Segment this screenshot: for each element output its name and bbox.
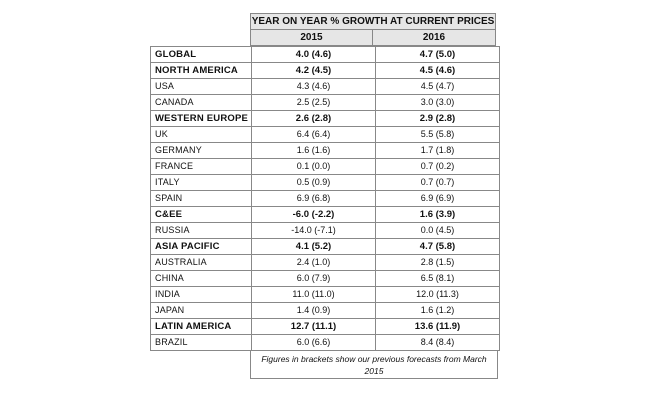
growth-2016-cell: 13.6 (11.9) xyxy=(376,319,500,335)
table-row xyxy=(151,287,500,303)
growth-table xyxy=(150,46,500,351)
region-name-cell: LATIN AMERICA xyxy=(151,319,252,335)
column-header-blank xyxy=(150,30,250,46)
table-row xyxy=(151,47,500,63)
growth-2015-cell: 0.5 (0.9) xyxy=(252,175,376,191)
region-name-cell: C&EE xyxy=(151,207,252,223)
growth-2016-cell: 0.7 (0.2) xyxy=(376,159,500,175)
region-name-cell: GLOBAL xyxy=(151,47,252,63)
region-name-cell: ASIA PACIFIC xyxy=(151,239,252,255)
growth-2015-cell: 11.0 (11.0) xyxy=(252,287,376,303)
region-name-cell: NORTH AMERICA xyxy=(151,63,252,79)
growth-2016-cell: 6.9 (6.9) xyxy=(376,191,500,207)
growth-2016-cell: 0.7 (0.7) xyxy=(376,175,500,191)
growth-2015-cell: 1.6 (1.6) xyxy=(252,143,376,159)
growth-2016-cell: 4.5 (4.7) xyxy=(376,79,500,95)
growth-2015-cell: 6.0 (7.9) xyxy=(252,271,376,287)
growth-2016-cell: 4.7 (5.8) xyxy=(376,239,500,255)
region-name-cell: USA xyxy=(151,79,252,95)
growth-2015-cell: 4.1 (5.2) xyxy=(252,239,376,255)
growth-2015-cell: 6.4 (6.4) xyxy=(252,127,376,143)
table-row xyxy=(151,79,500,95)
region-name-cell: ITALY xyxy=(151,175,252,191)
growth-2016-cell: 1.7 (1.8) xyxy=(376,143,500,159)
growth-2016-cell: 5.5 (5.8) xyxy=(376,127,500,143)
growth-2015-cell: 12.7 (11.1) xyxy=(252,319,376,335)
growth-2015-cell: 0.1 (0.0) xyxy=(252,159,376,175)
growth-2016-cell: 4.5 (4.6) xyxy=(376,63,500,79)
region-name-cell: GERMANY xyxy=(151,143,252,159)
table-row xyxy=(151,319,500,335)
growth-2015-cell: -14.0 (-7.1) xyxy=(252,223,376,239)
table-row xyxy=(151,271,500,287)
table-row xyxy=(151,239,500,255)
table-row xyxy=(151,143,500,159)
growth-2016-cell: 8.4 (8.4) xyxy=(376,335,500,351)
table-row xyxy=(151,303,500,319)
region-name-cell: UK xyxy=(151,127,252,143)
growth-2016-cell: 2.8 (1.5) xyxy=(376,255,500,271)
growth-2015-cell: -6.0 (-2.2) xyxy=(252,207,376,223)
region-name-cell: RUSSIA xyxy=(151,223,252,239)
region-name-cell: WESTERN EUROPE xyxy=(151,111,252,127)
header-row xyxy=(150,13,498,30)
region-name-cell: CANADA xyxy=(151,95,252,111)
growth-2015-cell: 2.5 (2.5) xyxy=(252,95,376,111)
growth-2015-cell: 1.4 (0.9) xyxy=(252,303,376,319)
growth-2015-cell: 2.6 (2.8) xyxy=(252,111,376,127)
header-blank xyxy=(150,13,250,30)
table-row xyxy=(151,207,500,223)
region-name-cell: INDIA xyxy=(151,287,252,303)
region-name-cell: CHINA xyxy=(151,271,252,287)
table-row xyxy=(151,127,500,143)
table-row xyxy=(151,191,500,207)
growth-2015-cell: 4.3 (4.6) xyxy=(252,79,376,95)
growth-2016-cell: 6.5 (8.1) xyxy=(376,271,500,287)
growth-2015-cell: 6.0 (6.6) xyxy=(252,335,376,351)
table-row xyxy=(151,335,500,351)
table-row xyxy=(151,159,500,175)
footnote: Figures in brackets show our previous forecasts from March 2015 xyxy=(250,351,498,379)
table-row xyxy=(151,63,500,79)
table-row xyxy=(151,111,500,127)
growth-2016-cell: 4.7 (5.0) xyxy=(376,47,500,63)
table-title: YEAR ON YEAR % GROWTH AT CURRENT PRICES xyxy=(250,13,496,30)
table-row xyxy=(151,175,500,191)
region-name-cell: FRANCE xyxy=(151,159,252,175)
column-header-2016: 2016 xyxy=(373,30,496,46)
table-row xyxy=(151,223,500,239)
growth-2015-cell: 6.9 (6.8) xyxy=(252,191,376,207)
region-name-cell: SPAIN xyxy=(151,191,252,207)
column-header-2015: 2015 xyxy=(250,30,373,46)
growth-2015-cell: 4.0 (4.6) xyxy=(252,47,376,63)
growth-table-sheet xyxy=(150,13,498,379)
table-row xyxy=(151,255,500,271)
region-name-cell: BRAZIL xyxy=(151,335,252,351)
growth-2015-cell: 2.4 (1.0) xyxy=(252,255,376,271)
growth-2016-cell: 1.6 (3.9) xyxy=(376,207,500,223)
table-row xyxy=(151,95,500,111)
table-body xyxy=(151,47,500,351)
region-name-cell: JAPAN xyxy=(151,303,252,319)
growth-2016-cell: 1.6 (1.2) xyxy=(376,303,500,319)
growth-2016-cell: 0.0 (4.5) xyxy=(376,223,500,239)
growth-2016-cell: 2.9 (2.8) xyxy=(376,111,500,127)
growth-2016-cell: 3.0 (3.0) xyxy=(376,95,500,111)
region-name-cell: AUSTRALIA xyxy=(151,255,252,271)
growth-2015-cell: 4.2 (4.5) xyxy=(252,63,376,79)
column-header-row xyxy=(150,30,498,46)
growth-2016-cell: 12.0 (11.3) xyxy=(376,287,500,303)
